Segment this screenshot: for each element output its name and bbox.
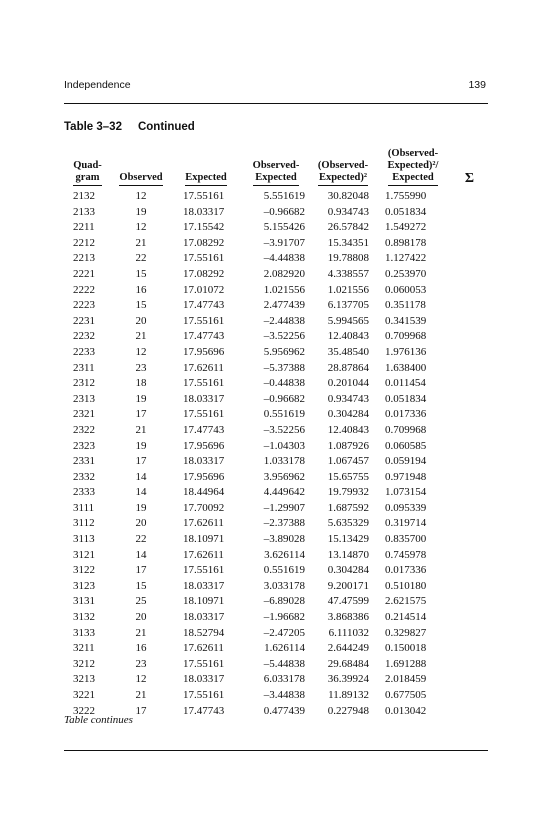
table-row [64, 392, 488, 408]
table-cell: 1.021556 [263, 283, 305, 296]
table-cell: 6.111032 [328, 626, 369, 639]
table-cell: 0.709968 [385, 330, 427, 343]
column-header-label: Observed- Expected [253, 160, 300, 186]
table-cell: 29.68484 [327, 657, 369, 670]
table-cell [451, 251, 488, 267]
table-cell [451, 205, 488, 221]
table-cell: –2.47205 [263, 626, 305, 639]
column-header-3 [241, 148, 311, 189]
table-cell: –3.52256 [263, 330, 305, 343]
table-cell [451, 688, 488, 704]
table-cell: 17 [135, 704, 147, 717]
table-cell: 17.62611 [183, 548, 224, 561]
table-cell: 2321 [73, 408, 95, 421]
header-rule [64, 103, 488, 104]
table-cell [451, 407, 488, 423]
footer-rule [64, 750, 488, 751]
table-cell: 17.55161 [183, 377, 225, 390]
table-cell: 12.40843 [327, 423, 369, 436]
table-cell: 0.214514 [385, 611, 427, 624]
table-cell: 0.835700 [385, 533, 427, 546]
running-head [64, 79, 486, 91]
table-cell: 17.55161 [183, 252, 225, 265]
table-cell: 36.39924 [327, 673, 369, 686]
table-row [64, 329, 488, 345]
table-row [64, 641, 488, 657]
table-cell: 0.971948 [385, 470, 427, 483]
table-cell: 26.57842 [327, 221, 369, 234]
table-cell: 12 [135, 673, 147, 686]
table-row [64, 501, 488, 517]
table-cell [451, 672, 488, 688]
table-cell: 1.687592 [327, 501, 369, 514]
table-cell: 20 [135, 517, 147, 530]
table-cell: 0.011454 [385, 377, 426, 390]
table-cell: 18.03317 [183, 455, 225, 468]
table-cell [451, 236, 488, 252]
table-cell: 18.03317 [183, 205, 225, 218]
table-cell: 18.03317 [183, 392, 225, 405]
table-cell [451, 610, 488, 626]
table-cell: 3221 [73, 689, 95, 701]
table-cell: 15.34351 [327, 236, 369, 249]
table-cell: –2.44838 [263, 314, 305, 327]
table-cell: 18.10971 [183, 595, 225, 608]
table-cell: –3.52256 [263, 423, 305, 436]
table-row [64, 532, 488, 548]
table-cell: 20 [135, 611, 147, 624]
table-cell: 17.70092 [183, 501, 225, 514]
table-cell: 2.621575 [385, 595, 427, 608]
table-cell: 16 [135, 283, 147, 296]
table-cell: 5.551619 [263, 190, 305, 202]
table-cell: 17.95696 [183, 345, 225, 358]
table-cell: 17.55161 [183, 657, 225, 670]
table-cell: 0.150018 [385, 642, 427, 655]
table-cell: 19 [135, 392, 147, 405]
table-cell: 21 [135, 330, 147, 343]
table-cell: 2.018459 [385, 673, 427, 686]
table-label: Table 3–32 [64, 121, 122, 133]
table-cell: 17.08292 [183, 236, 225, 249]
table-cell: 0.341539 [385, 314, 427, 327]
table-cell: 12.40843 [327, 330, 369, 343]
table-cell: 14 [135, 486, 147, 499]
table-row [64, 236, 488, 252]
table-cell: 0.201044 [327, 377, 369, 390]
table-cell: 2331 [73, 455, 95, 468]
table-cell: 1.755990 [385, 190, 427, 202]
table-cell: 2231 [73, 314, 95, 327]
table-cell: 19 [135, 501, 147, 514]
table-cell: 2133 [73, 205, 95, 218]
table-row [64, 548, 488, 564]
table-row [64, 267, 488, 283]
table-cell [451, 329, 488, 345]
table-cell: 1.127422 [385, 252, 427, 265]
column-header-label: Quad- gram [73, 160, 102, 186]
table-cell: 23 [135, 361, 147, 374]
table-cell: 2311 [73, 361, 95, 374]
table-header [64, 148, 488, 189]
table-row [64, 610, 488, 626]
table-cell: –1.29907 [263, 501, 305, 514]
table-cell: 0.051834 [385, 205, 427, 218]
table-cell: 2.644249 [327, 642, 369, 655]
page-number: 139 [468, 79, 486, 91]
table-cell: 23 [135, 657, 147, 670]
table-cell: 0.060585 [385, 439, 427, 452]
table-cell: 2213 [73, 252, 95, 265]
table-cell: 17.62611 [183, 517, 224, 530]
table-cell: 1.626114 [264, 642, 305, 655]
table-cell: 6.137705 [327, 299, 369, 312]
table-cell [451, 657, 488, 673]
table-cell: 3121 [73, 548, 95, 561]
table-cell: –4.44838 [263, 252, 305, 265]
table-cell: 0.477439 [263, 704, 305, 717]
table-cell: –5.44838 [263, 657, 305, 670]
table-cell [451, 594, 488, 610]
data-table-container [64, 148, 488, 719]
table-row [64, 423, 488, 439]
table-cell [451, 579, 488, 595]
table-cell: 2223 [73, 299, 95, 312]
table-cell [451, 283, 488, 299]
table-cell: 21 [135, 689, 147, 701]
table-cell: 11.89132 [328, 689, 369, 701]
column-header-label: Σ [464, 171, 475, 186]
table-cell [451, 626, 488, 642]
table-cell: 19 [135, 439, 147, 452]
table-row [64, 220, 488, 236]
table-cell: 2.082920 [263, 267, 305, 280]
table-cell: 18.03317 [183, 673, 225, 686]
table-cell: 17.55161 [183, 314, 225, 327]
table-row [64, 454, 488, 470]
column-header-label: (Observed- Expected)²/ Expected [388, 148, 439, 186]
column-header-6 [451, 148, 488, 189]
table-cell: 15 [135, 579, 147, 592]
table-cell [451, 548, 488, 564]
table-cell: 2322 [73, 423, 95, 436]
table-cell: –3.44838 [263, 689, 305, 701]
table-cell: 0.709968 [385, 423, 427, 436]
table-cell: 16 [135, 642, 147, 655]
table-cell: 3111 [73, 501, 95, 514]
table-cell: 4.449642 [263, 486, 305, 499]
table-cell: –0.96682 [263, 205, 305, 218]
table-cell: 18.44964 [183, 486, 225, 499]
table-cell: 2323 [73, 439, 95, 452]
table-cell: 17 [135, 564, 147, 577]
table-cell: –1.04303 [263, 439, 305, 452]
table-cell: 21 [135, 626, 147, 639]
table-cell [451, 189, 488, 205]
table-cell: 17.47743 [183, 704, 225, 717]
table-row [64, 563, 488, 579]
table-cell: 12 [135, 345, 147, 358]
table-cell: 2332 [73, 470, 95, 483]
table-cell [451, 298, 488, 314]
table-cell: 5.994565 [327, 314, 369, 327]
table-cell: 19 [135, 205, 147, 218]
table-cell: 17 [135, 455, 147, 468]
table-cell: 1.087926 [327, 439, 369, 452]
table-cell: 0.017336 [385, 408, 427, 421]
table-row [64, 314, 488, 330]
table-cell: 6.033178 [263, 673, 305, 686]
column-header-label: Observed [119, 172, 162, 186]
table-cell: 2333 [73, 486, 95, 499]
table-cell: 17.55161 [183, 689, 225, 701]
table-cell: 17.15542 [183, 221, 225, 234]
table-row [64, 345, 488, 361]
table-cell: 14 [135, 548, 147, 561]
table-cell [451, 392, 488, 408]
table-cell: 1.033178 [263, 455, 305, 468]
table-cell: 18 [135, 377, 147, 390]
table-cell: 1.073154 [385, 486, 427, 499]
table-cell: 2221 [73, 267, 95, 280]
table-cell: 3.626114 [264, 548, 305, 561]
table-cell: 0.013042 [385, 704, 427, 717]
table-cell: –5.37388 [263, 361, 305, 374]
table-row [64, 376, 488, 392]
table-cell: 1.691288 [385, 657, 427, 670]
table-cell: 2312 [73, 377, 95, 390]
table-cell: 0.095339 [385, 501, 427, 514]
table-cell: 1.549272 [385, 221, 427, 234]
table-cell: 15.13429 [327, 533, 369, 546]
table-row [64, 657, 488, 673]
table-cell: –6.89028 [263, 595, 305, 608]
table-row [64, 688, 488, 704]
table-cell: 3112 [73, 517, 95, 530]
table-cell [451, 220, 488, 236]
table-cell: 18.03317 [183, 579, 225, 592]
table-cell: 17.01072 [183, 283, 225, 296]
table-cell: 2232 [73, 330, 95, 343]
table-cell: 5.155426 [263, 221, 305, 234]
table-cell: 0.304284 [327, 408, 369, 421]
table-cell: 47.47599 [327, 595, 369, 608]
table-cell: 0.329827 [385, 626, 427, 639]
table-cell: 17.08292 [183, 267, 225, 280]
table-cell: –0.44838 [263, 377, 305, 390]
table-cell: –2.37388 [263, 517, 305, 530]
column-header-2 [171, 148, 241, 189]
table-cell [451, 376, 488, 392]
table-cell: 4.338557 [327, 267, 369, 280]
table-row [64, 189, 488, 205]
table-cell: 2233 [73, 345, 95, 358]
table-cell: 1.067457 [327, 455, 369, 468]
table-cell [451, 501, 488, 517]
table-cell: 3122 [73, 564, 95, 577]
table-cell: 2.477439 [263, 299, 305, 312]
table-cell [451, 470, 488, 486]
table-cell: 1.976136 [385, 345, 427, 358]
table-row [64, 516, 488, 532]
table-cell: 17.55161 [183, 190, 225, 202]
table-cell [451, 454, 488, 470]
table-cell: 0.304284 [327, 564, 369, 577]
table-cell: 19.79932 [327, 486, 369, 499]
table-row [64, 672, 488, 688]
table-cell: –1.96682 [263, 611, 305, 624]
table-row [64, 283, 488, 299]
table-cell: 3123 [73, 579, 95, 592]
table-cell: 18.10971 [183, 533, 225, 546]
table-body [64, 189, 488, 719]
table-row [64, 485, 488, 501]
table-cell [451, 532, 488, 548]
table-cell: 2313 [73, 392, 95, 405]
table-cell: 3211 [73, 642, 95, 655]
table-cell: 17.47743 [183, 423, 225, 436]
table-cell [451, 314, 488, 330]
table-cell: 22 [135, 533, 147, 546]
table-cell: 0.934743 [327, 392, 369, 405]
table-cell: 17.47743 [183, 299, 225, 312]
table-cell [451, 423, 488, 439]
table-status: Continued [137, 121, 195, 133]
table-cell: 12 [135, 221, 147, 234]
table-cell: 17.62611 [183, 642, 224, 655]
table-cell: 17 [135, 408, 147, 421]
table-cell: 17.55161 [183, 564, 225, 577]
table-cell: 0.351178 [385, 299, 426, 312]
table-row [64, 361, 488, 377]
column-header-4 [311, 148, 375, 189]
table-cell: 30.82048 [327, 190, 369, 202]
table-cell: 0.017336 [385, 564, 427, 577]
column-header-label: Expected [185, 172, 226, 186]
table-cell: 17.95696 [183, 470, 225, 483]
table-cell: 21 [135, 236, 147, 249]
table-cell: 3.868386 [327, 611, 369, 624]
table-cell: 25 [135, 595, 147, 608]
table-cell: 3132 [73, 611, 95, 624]
table-cell: 0.059194 [385, 455, 427, 468]
header-row [64, 148, 488, 189]
table-cell: –3.91707 [263, 236, 305, 249]
table-row [64, 439, 488, 455]
table-cell: 2222 [73, 283, 95, 296]
table-cell: 0.934743 [327, 205, 369, 218]
table-cell: 17.47743 [183, 330, 225, 343]
table-cell: –0.96682 [263, 392, 305, 405]
table-cell: 0.898178 [385, 236, 427, 249]
table-row [64, 594, 488, 610]
table-cell: 14 [135, 470, 147, 483]
table-cell [451, 563, 488, 579]
table-cell: 0.510180 [385, 579, 427, 592]
table-cell: 0.551619 [263, 564, 305, 577]
table-cell: 0.745978 [385, 548, 427, 561]
table-cell [451, 361, 488, 377]
table-cell: 3.033178 [263, 579, 305, 592]
table-cell: 3222 [73, 704, 95, 717]
table-cell: 15.65755 [327, 470, 369, 483]
table-cell: 22 [135, 252, 147, 265]
table-cell: 35.48540 [327, 345, 369, 358]
table-cell: 13.14870 [327, 548, 369, 561]
table-cell: 28.87864 [327, 361, 369, 374]
table-cell: 12 [135, 190, 147, 202]
table-cell [451, 485, 488, 501]
table-cell: 1.638400 [385, 361, 427, 374]
table-cell: 17.62611 [183, 361, 224, 374]
table-cell: 3213 [73, 673, 95, 686]
table-cell: 2212 [73, 236, 95, 249]
table-row [64, 407, 488, 423]
table-cell: 3133 [73, 626, 95, 639]
table-cell: 15 [135, 299, 147, 312]
table-cell: 0.253970 [385, 267, 427, 280]
table-cell: 0.551619 [263, 408, 305, 421]
table-cell: 9.200171 [327, 579, 369, 592]
table-row [64, 251, 488, 267]
table-row [64, 579, 488, 595]
table-cell: –3.89028 [263, 533, 305, 546]
column-header-label: (Observed- Expected)² [318, 160, 368, 186]
column-header-0 [64, 148, 111, 189]
table-cell: 5.956962 [263, 345, 305, 358]
column-header-5 [375, 148, 451, 189]
table-cell: 20 [135, 314, 147, 327]
table-cell: 0.227948 [327, 704, 369, 717]
table-cell [451, 267, 488, 283]
table-cell [451, 704, 488, 720]
table-row [64, 205, 488, 221]
table-cell: 2132 [73, 190, 95, 202]
table-row [64, 298, 488, 314]
table-cell: 3131 [73, 595, 95, 608]
table-cell [451, 516, 488, 532]
table-cell [451, 439, 488, 455]
table-cell: 18.03317 [183, 611, 225, 624]
table-cell: 19.78808 [327, 252, 369, 265]
table-caption [64, 121, 195, 133]
table-cell: 18.52794 [183, 626, 225, 639]
table-cell: 3212 [73, 657, 95, 670]
table-cell [451, 641, 488, 657]
table-cell: 0.677505 [385, 689, 427, 701]
table-cell: 0.051834 [385, 392, 427, 405]
table-cell: 0.060053 [385, 283, 427, 296]
table-cell: 0.319714 [385, 517, 427, 530]
table-cell: 3.956962 [263, 470, 305, 483]
table-cell: 5.635329 [327, 517, 369, 530]
table-cell: 1.021556 [327, 283, 369, 296]
table-cell: 3113 [73, 533, 95, 546]
data-table [64, 148, 488, 719]
column-header-1 [111, 148, 171, 189]
table-row [64, 626, 488, 642]
table-cell: 21 [135, 423, 147, 436]
table-cell [451, 345, 488, 361]
table-cell: 17.95696 [183, 439, 225, 452]
table-continues-note: Table continues [64, 714, 133, 726]
table-cell: 17.55161 [183, 408, 225, 421]
table-cell: 15 [135, 267, 147, 280]
table-cell: 2211 [73, 221, 95, 234]
table-row [64, 470, 488, 486]
running-head-title: Independence [64, 79, 131, 91]
